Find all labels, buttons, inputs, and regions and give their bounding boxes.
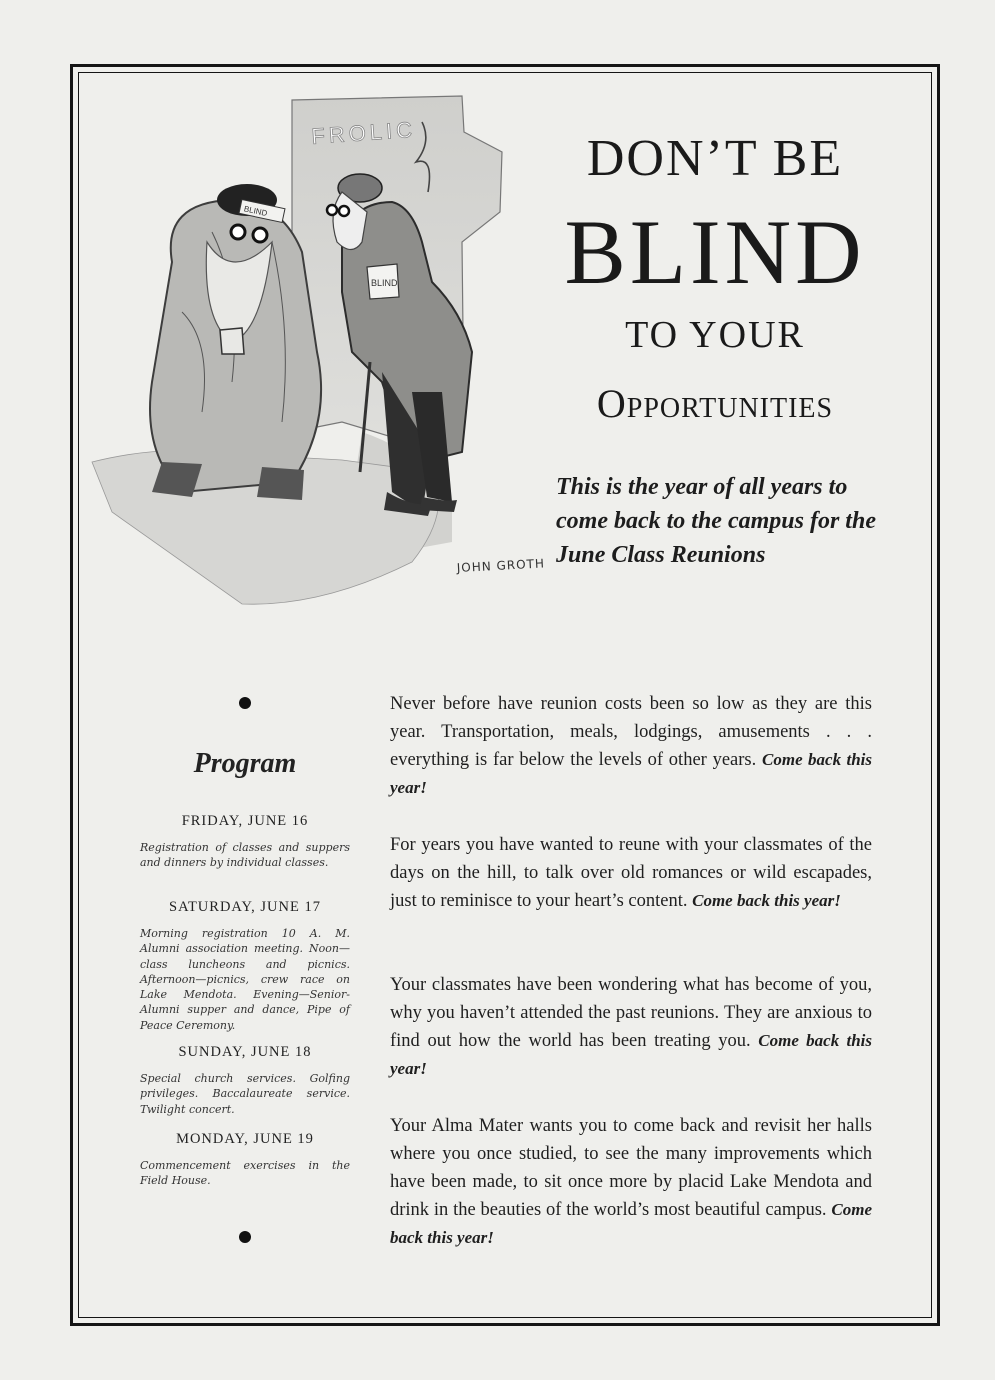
- refrain-2: Come back this year!: [692, 891, 841, 910]
- body-paragraph-3-text: Your classmates have been wondering what has become of you, why you haven’t attended the past reunions. They are anxious to find out how the world has been treating you.: [390, 975, 872, 1051]
- body-paragraph-2-text: For years you have wanted to reune with your classmates of the days on the hill, to talk over old romances or wild escapades, just to reminisce to your heart’s content.: [390, 835, 872, 911]
- body-paragraph-4-text: Your Alma Mater wants you to come back and revisit her halls where you once studied, to see the many improvements which have been made, to sit once more by placid Lake Mendota and drink in the beauties of the world’s most beautiful campus.: [390, 1116, 872, 1220]
- program-events-monday: Commencement exercises in the Field House.: [140, 1159, 350, 1188]
- refrain-3: Come back this year!: [390, 1031, 872, 1078]
- refrain-4: Come back this year!: [390, 1200, 872, 1247]
- program-day-friday: FRIDAY, JUNE 16: [181, 813, 309, 829]
- hat-label-text: BLIND: [243, 204, 269, 219]
- body-paragraph-4: [390, 1112, 872, 1252]
- tagline: This is the year of all years to come back to the campus for the June Class Reunions: [556, 474, 876, 568]
- chest-label-text: BLIND: [371, 278, 398, 288]
- headline-line-3: TO YOUR: [625, 314, 805, 356]
- program-day-sunday: SUNDAY, JUNE 18: [178, 1044, 312, 1060]
- cartoon-illustration: [92, 92, 546, 612]
- frolic-sign-text: FROLIC: [310, 116, 417, 149]
- program-title: Program: [193, 748, 297, 779]
- body-paragraph-2: [390, 831, 872, 915]
- refrain-1: Come back this year!: [390, 750, 873, 797]
- body-paragraph-1: [390, 690, 872, 802]
- headline-line-2: BLIND: [564, 201, 866, 303]
- bullet-bottom: [239, 1231, 251, 1243]
- bullet-top: [239, 697, 251, 709]
- body-paragraph-1-text: Never before have reunion costs been so low as they are this year. Transportation, meals, lodgings, amusements . . . everything is far below the levels of other years.: [390, 694, 872, 770]
- program-events-saturday: Morning registration 10 A. M. Alumni association meeting. Noon—class luncheons and picnics. Afternoon—picnics, crew race on Lake Mendota. Evening—Senior-Alumni supper and dance, Pipe of Peace Ceremony.: [140, 927, 350, 1032]
- program-day-saturday: SATURDAY, JUNE 17: [169, 899, 321, 915]
- headline-line-4: Opportunities: [596, 381, 834, 426]
- artist-signature: JOHN GROTH: [456, 556, 546, 575]
- headline-line-1: DON’T BE: [586, 130, 844, 187]
- program-events-friday: Registration of classes and suppers and dinners by individual classes.: [140, 841, 350, 870]
- program-events-sunday: Special church services. Golfing privileges. Baccalaureate service. Twilight concert.: [140, 1072, 350, 1116]
- body-paragraph-3: [390, 971, 872, 1083]
- program-day-monday: MONDAY, JUNE 19: [176, 1131, 314, 1147]
